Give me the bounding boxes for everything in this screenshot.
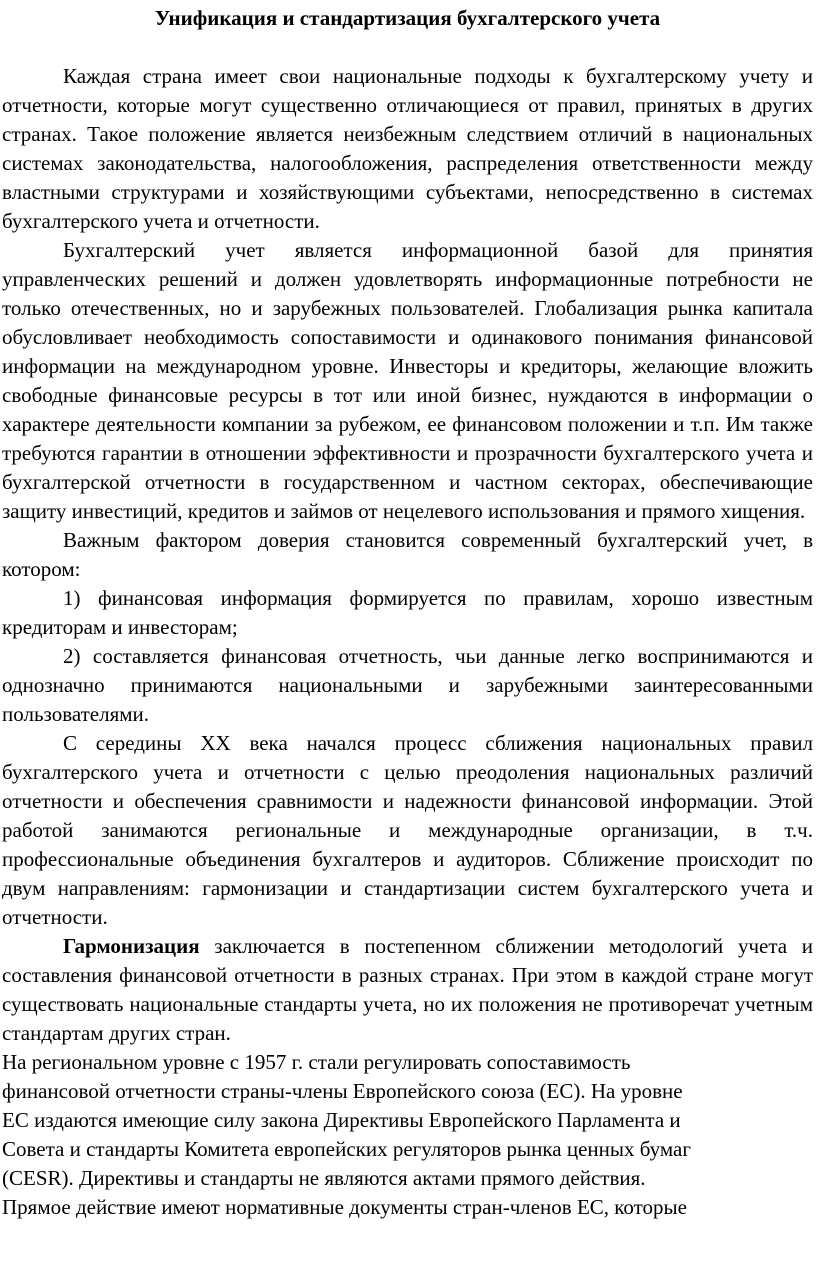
text-line: На региональном уровне с 1957 г. стали регулировать сопоставимость [2,1050,631,1074]
text-line: (CESR). Директивы и стандарты не являются актами прямого действия. [2,1166,646,1190]
list-item-1: 1) финансовая информация формируется по правилам, хорошо известным кредиторам и инвесторам; [2,586,813,639]
text-line: Прямое действие имеют нормативные документы стран-членов ЕС, которые [2,1195,687,1219]
paragraph-information-base: Бухгалтерский учет является информационной базой для принятия управленческих решений и должен удовлетворять информационные потребности не только отечественных, но и зарубежных пользователей. Глобализация рынка капитала обусловливает необходимость сопоставимости и одинакового понимания финансовой информации на международном уровне. Инвесторы и кредиторы, желающие вложить свободные финансовые ресурсы в тот или иной бизнес, нуждаются в информации о характере деятельности компании за рубежом, ее финансовом положении и т.п. Им также требуются гарантии в отношении эффективности и прозрачности бухгалтерского учета и бухгалтерской отчетности в государственном и частном секторах, обеспечивающие защиту инвестиций, кредитов и займов от нецелевого использования и прямого хищения. [2,238,813,523]
paragraph-trust-factor: Важным фактором доверия становится современный бухгалтерский учет, в котором: [2,528,813,581]
text-line: ЕС издаются имеющие силу закона Директивы Европейского Парламента и [2,1108,681,1132]
paragraph-national-approaches: Каждая страна имеет свои национальные подходы к бухгалтерскому учету и отчетности, которые могут существенно отличающиеся от правил, принятых в других странах. Такое положение является неизбежным следствием отличий в национальных системах законодательства, налогообложения, распределения ответственности между властными структурами и хозяйствующими субъектами, непосредственно в системах бухгалтерского учета и отчетности. [2,64,813,233]
document-title: Унификация и стандартизация бухгалтерского учета [154,6,661,30]
text-line: финансовой отчетности страны-члены Европейского союза (ЕС). На уровне [2,1079,683,1103]
list-item-2: 2) составляется финансовая отчетность, чьи данные легко воспринимаются и однозначно принимаются национальными и зарубежными заинтересованными пользователями. [2,644,813,726]
harmonization-term: Гармонизация [63,934,200,958]
text-line: Совета и стандарты Комитета европейских регуляторов рынка ценных бумаг [2,1137,691,1161]
paragraph-convergence: С середины XX века начался процесс сближения национальных правил бухгалтерского учета и отчетности с целью преодоления национальных различий отчетности и обеспечения сравнимости и надежности финансовой информации. Этой работой занимаются региональные и международные организации, в т.ч. профессиональные объединения бухгалтеров и аудиторов. Сближение происходит по двум направлениям: гармонизации и стандартизации систем бухгалтерского учета и отчетности. [2,731,813,929]
paragraph-regional-level [2,1048,813,1222]
harmonization-text: заключается в постепенном сближении методологий учета и составления финансовой отчетности в разных странах. При этом в каждой стране могут существовать национальные стандарты учета, но их положения не противоречат учетным стандартам других стран. [2,934,813,1045]
paragraph-harmonization [2,932,813,1048]
